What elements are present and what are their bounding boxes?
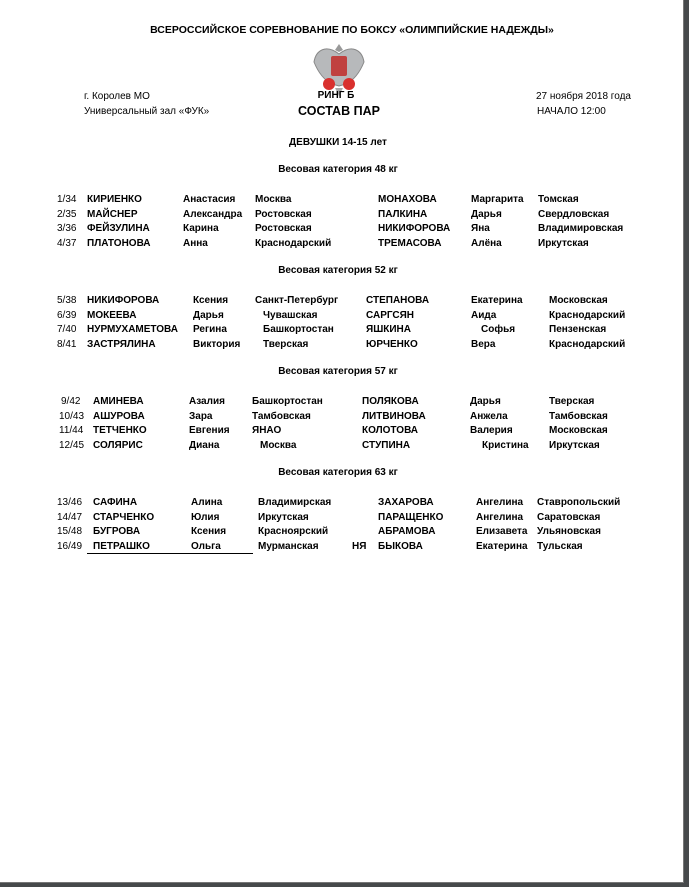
blue-surname: ЛИТВИНОВА (362, 410, 426, 422)
pair-number: 8/41 (57, 338, 77, 350)
blue-region: Ульяновская (537, 526, 601, 537)
blue-region: Иркутская (538, 237, 589, 249)
pair-number: 7/40 (57, 324, 77, 335)
blue-surname: БЫКОВА (378, 540, 423, 552)
blue-surname: НИКИФОРОВА (378, 223, 451, 234)
red-region: Башкортостан (252, 396, 323, 407)
pair-number: 11/44 (59, 425, 84, 436)
blue-surname: АБРАМОВА (378, 526, 436, 537)
red-surname: ПЛАТОНОВА (87, 237, 151, 249)
red-first-name: Ксения (191, 526, 227, 537)
red-region: Башкортостан (263, 324, 334, 335)
pair-number: 10/43 (59, 410, 85, 422)
blue-region: Тамбовская (549, 410, 608, 422)
red-first-name: Алина (191, 497, 223, 508)
red-surname: БУГРОВА (93, 526, 141, 537)
city-label: г. Королев МО (84, 91, 150, 102)
red-first-name: Зара (189, 410, 213, 422)
pair-number: 1/34 (57, 194, 77, 205)
red-first-name: Виктория (193, 338, 241, 350)
red-surname: СТАРЧЕНКО (93, 511, 155, 523)
weight-category-heading: Весовая категория 63 кг (278, 467, 398, 478)
red-region: Иркутская (258, 511, 309, 523)
blue-surname: ЮРЧЕНКО (366, 338, 418, 350)
emblem-logo (310, 40, 368, 96)
blue-first-name: Анжела (470, 410, 508, 422)
red-region: Москва (260, 439, 297, 451)
red-region: Ростовская (255, 208, 312, 220)
pair-number: 3/36 (57, 223, 77, 234)
red-region: Тамбовская (252, 410, 311, 422)
red-first-name: Анастасия (183, 194, 236, 205)
red-region: Москва (255, 194, 292, 205)
weight-category-heading: Весовая категория 52 кг (278, 265, 398, 276)
blue-surname: САРГСЯН (366, 309, 415, 321)
ring-label: РИНГ Б (317, 90, 355, 101)
result-mark: НЯ (352, 540, 367, 552)
blue-first-name: Дарья (470, 396, 501, 407)
red-surname: ПЕТРАШКО (93, 540, 150, 552)
blue-surname: КОЛОТОВА (362, 425, 419, 436)
pair-number: 5/38 (57, 295, 77, 306)
red-surname: НИКИФОРОВА (87, 295, 160, 306)
blue-surname: ПОЛЯКОВА (362, 396, 419, 407)
red-first-name: Ксения (193, 295, 229, 306)
red-first-name: Александра (183, 208, 243, 220)
pair-number: 13/46 (57, 497, 83, 508)
red-surname: НУРМУХАМЕТОВА (87, 324, 179, 335)
red-first-name: Азалия (189, 396, 225, 407)
blue-region: Пензенская (549, 324, 607, 335)
pair-number: 14/47 (57, 511, 83, 523)
blue-first-name: Аида (471, 309, 497, 321)
blue-surname: МОНАХОВА (378, 194, 437, 205)
pair-number: 15/48 (57, 526, 83, 537)
red-region: Тверская (263, 338, 309, 350)
red-region: Красноярский (258, 526, 329, 537)
blue-region: Владимировская (538, 223, 624, 234)
red-region: Владимирская (258, 497, 332, 508)
blue-surname: ПАРАЩЕНКО (378, 511, 444, 523)
red-surname: ФЕЙЗУЛИНА (87, 223, 150, 234)
red-first-name: Регина (193, 324, 227, 335)
pair-number: 12/45 (59, 439, 85, 451)
start-time-label: НАЧАЛО 12:00 (537, 106, 606, 117)
pair-number: 4/37 (57, 237, 77, 249)
blue-region: Московская (549, 425, 608, 436)
blue-first-name: Дарья (471, 208, 502, 220)
red-region: Чувашская (263, 309, 318, 321)
blue-region: Саратовская (537, 511, 601, 523)
red-first-name: Ольга (191, 540, 221, 552)
red-surname: АМИНЕВА (93, 396, 144, 407)
red-surname: МАЙСНЕР (87, 208, 138, 220)
blue-first-name: Елизавета (476, 526, 528, 537)
blue-first-name: Маргарита (471, 194, 524, 205)
blue-first-name: Ангелина (476, 497, 524, 508)
red-surname: ТЕТЧЕНКО (93, 425, 147, 436)
blue-first-name: Екатерина (476, 540, 528, 552)
age-group-heading: ДЕВУШКИ 14-15 лет (289, 137, 387, 148)
blue-region: Тульская (537, 540, 583, 552)
competition-title: ВСЕРОССИЙСКОЕ СОРЕВНОВАНИЕ ПО БОКСУ «ОЛИМПИЙСКИЕ НАДЕЖДЫ» (150, 24, 554, 36)
red-first-name: Диана (189, 439, 220, 451)
blue-surname: СТЕПАНОВА (366, 295, 430, 306)
red-region: Мурманская (258, 540, 319, 552)
red-region: Санкт-Петербург (255, 295, 339, 306)
red-surname: МОКЕЕВА (87, 309, 137, 321)
blue-surname: СТУПИНА (362, 439, 411, 451)
blue-region: Иркутская (549, 439, 600, 451)
blue-surname: ПАЛКИНА (378, 208, 428, 220)
blue-region: Ставропольский (537, 497, 621, 508)
pair-number: 16/49 (57, 540, 83, 552)
blue-region: Краснодарский (549, 309, 626, 321)
red-first-name: Юлия (191, 511, 220, 523)
blue-region: Свердловская (538, 208, 610, 220)
blue-first-name: Яна (471, 223, 490, 234)
red-first-name: Карина (183, 223, 219, 234)
venue-label: Универсальный зал «ФУК» (84, 106, 210, 117)
blue-surname: ЯШКИНА (366, 324, 411, 335)
red-region: Краснодарский (255, 237, 332, 249)
blue-region: Томская (538, 194, 579, 205)
blue-surname: ТРЕМАСОВА (378, 237, 442, 249)
underline-divider (87, 553, 253, 554)
pair-number: 9/42 (61, 396, 81, 407)
document-title: СОСТАВ ПАР (298, 104, 380, 118)
blue-surname: ЗАХАРОВА (378, 497, 434, 508)
blue-first-name: Ангелина (476, 511, 524, 523)
blue-first-name: Кристина (482, 439, 529, 451)
red-region: ЯНАО (252, 425, 282, 436)
pair-number: 6/39 (57, 309, 77, 321)
weight-category-heading: Весовая категория 57 кг (278, 366, 398, 377)
blue-region: Краснодарский (549, 338, 626, 350)
blue-first-name: Софья (481, 324, 516, 335)
blue-first-name: Екатерина (471, 295, 523, 306)
weight-category-heading: Весовая категория 48 кг (278, 164, 398, 175)
red-surname: АШУРОВА (93, 410, 145, 422)
red-first-name: Дарья (193, 309, 224, 321)
blue-region: Московская (549, 295, 608, 306)
pair-number: 2/35 (57, 208, 77, 220)
blue-first-name: Алёна (471, 237, 502, 249)
blue-first-name: Валерия (470, 425, 513, 436)
red-region: Ростовская (255, 223, 312, 234)
blue-first-name: Вера (471, 338, 496, 350)
red-first-name: Анна (183, 237, 208, 249)
red-surname: КИРИЕНКО (87, 194, 142, 205)
red-surname: СОЛЯРИС (93, 439, 143, 451)
red-surname: САФИНА (93, 497, 138, 508)
date-label: 27 ноября 2018 года (536, 91, 631, 102)
blue-region: Тверская (549, 396, 595, 407)
red-surname: ЗАСТРЯЛИНА (87, 338, 156, 350)
red-first-name: Евгения (189, 425, 230, 436)
